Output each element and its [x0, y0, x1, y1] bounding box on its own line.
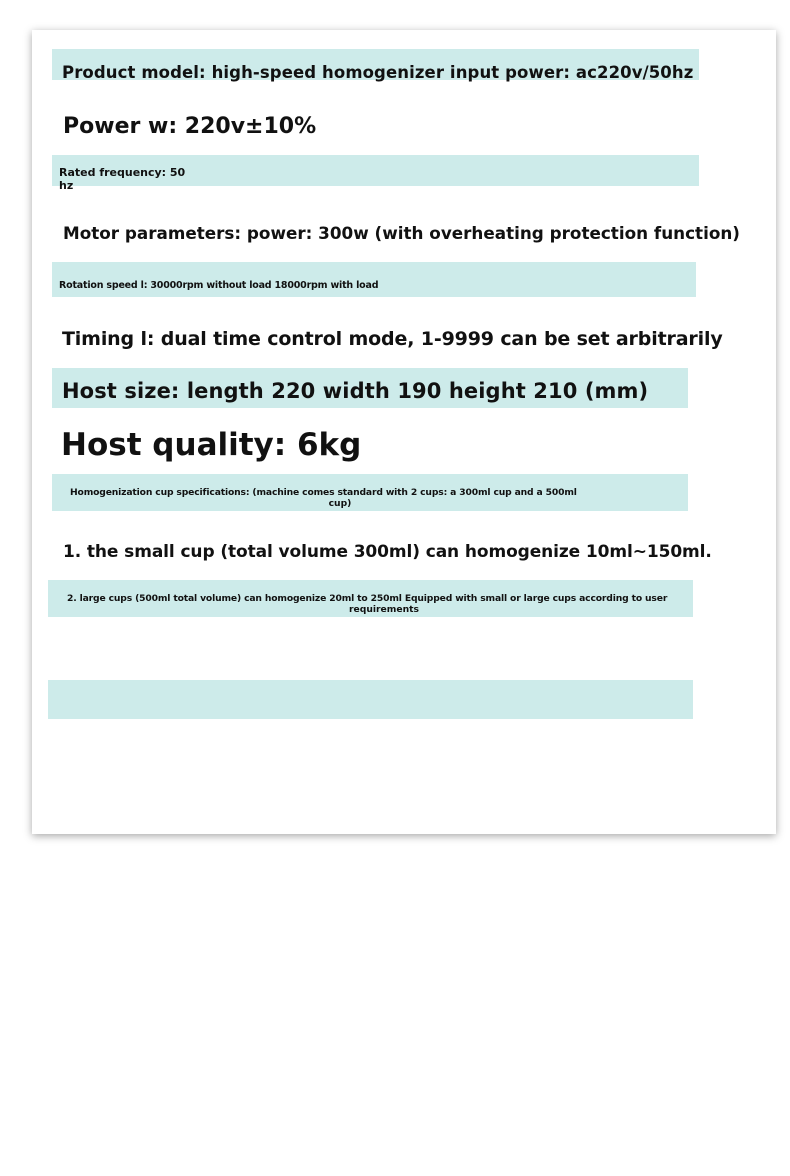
band-empty: [48, 680, 693, 719]
large-cup-line: 2. large cups (500ml total volume) can homogenize 20ml to 250ml Equipped with small or large cups according to user: [67, 593, 668, 604]
timing-line: Timing l: dual time control mode, 1-9999 can be set arbitrarily: [62, 328, 723, 350]
power-line: Power w: 220v±10%: [63, 114, 317, 139]
rated-frequency-unit: hz: [59, 179, 74, 192]
cup-specs-line-2: cup): [328, 498, 352, 509]
rated-frequency-line: Rated frequency: 50: [59, 166, 186, 179]
small-cup-line: 1. the small cup (total volume 300ml) can homogenize 10ml~150ml.: [63, 542, 712, 562]
rotation-speed-line: Rotation speed l: 30000rpm without load 18000rpm with load: [59, 280, 379, 291]
host-quality-line: Host quality: 6kg: [61, 427, 362, 463]
product-model-line: Product model: high-speed homogenizer input power: ac220v/50hz: [62, 63, 694, 82]
motor-parameters-line: Motor parameters: power: 300w (with overheating protection function): [63, 223, 740, 243]
host-size-line: Host size: length 220 width 190 height 210 (mm): [62, 379, 649, 403]
cup-specs-line: Homogenization cup specifications: (machine comes standard with 2 cups: a 300ml cup and a 500ml: [70, 487, 577, 498]
large-cup-line-2: requirements: [349, 604, 419, 615]
